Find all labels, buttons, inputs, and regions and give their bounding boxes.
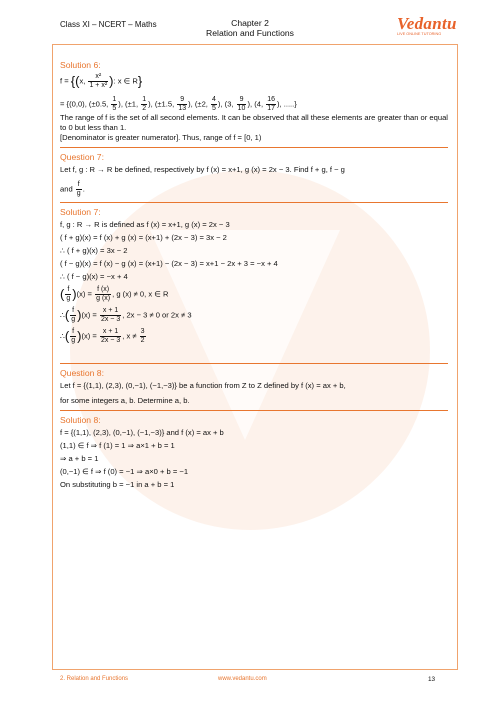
divider xyxy=(60,147,448,148)
q7-line-2 xyxy=(60,181,448,198)
paren: ( xyxy=(64,328,70,344)
frac xyxy=(211,96,217,113)
divider xyxy=(60,410,448,411)
den: g xyxy=(76,190,81,197)
paren: ) xyxy=(72,286,77,302)
s7-line-2: ( f + g)(x) = f (x) + g (x) = (x+1) + (2x − 3) = 3x − 2 xyxy=(60,233,227,242)
s6-line-1 xyxy=(60,73,448,90)
num: x² xyxy=(88,73,108,82)
num: f xyxy=(67,286,70,293)
page-content xyxy=(60,60,448,490)
s7-line-8 xyxy=(60,328,448,345)
paren: ( xyxy=(60,286,65,302)
t: and xyxy=(60,184,75,194)
question-7-heading: Question 7: xyxy=(60,152,104,162)
t: , 2x − 3 ≠ 0 or 2x ≠ 3 xyxy=(122,310,192,320)
den: 5 xyxy=(212,105,216,112)
s6-conclusion: [Denominator is greater numerator]. Thus, range of f = [0, 1) xyxy=(60,133,262,142)
s7-line-4: ( f − g)(x) = f (x) − g (x) = (x+1) − (2x − 3) = x+1 − 2x + 3 = −x + 4 xyxy=(60,259,278,268)
t: ), (±1, xyxy=(118,99,141,109)
den: g xyxy=(71,337,76,344)
num: 4 xyxy=(212,96,216,103)
s7-line-1: f, g : R → R is defined as f (x) = x+1, g (x) = 2x − 3 xyxy=(60,220,230,229)
t: ), (±2, xyxy=(188,99,211,109)
num: 1 xyxy=(112,96,117,103)
num: 9 xyxy=(237,96,247,105)
den: 5 xyxy=(112,105,117,112)
therefore: ∴ xyxy=(60,310,65,320)
therefore: ∴ xyxy=(60,331,65,341)
q8-line-2: for some integers a, b. Determine a, b. xyxy=(60,396,190,405)
s6-l1-tail: : x ∈ R xyxy=(113,76,138,86)
num: f xyxy=(72,328,75,335)
den: 10 xyxy=(237,105,246,112)
frac xyxy=(76,181,82,198)
frac xyxy=(237,96,247,113)
den: 13 xyxy=(178,105,187,112)
frac xyxy=(65,286,71,303)
s7-line-7 xyxy=(60,307,448,324)
t: (x) = xyxy=(81,331,99,341)
s7-line-5: ∴ ( f − g)(x) = −x + 4 xyxy=(60,272,128,281)
q8-line-1: Let f = {(1,1), (2,3), (0,−1), (−1,−3)} be a function from Z to Z defined by f (x) = ax + b, xyxy=(60,381,346,390)
num: f xyxy=(72,307,75,314)
logo-wordmark: Vedantu xyxy=(397,14,457,33)
num: x + 1 xyxy=(100,307,121,316)
solution-7-heading: Solution 7: xyxy=(60,207,101,217)
frac xyxy=(70,328,76,345)
den: 2 xyxy=(140,337,145,344)
frac xyxy=(177,96,187,113)
brace-open: {( xyxy=(70,73,80,89)
t: (x) = xyxy=(81,310,99,320)
den: 2x − 3 xyxy=(100,316,121,323)
t: ), (4, xyxy=(247,99,266,109)
den: g xyxy=(66,295,71,302)
den: g (x) xyxy=(96,295,111,302)
solution-6-heading: Solution 6: xyxy=(60,60,101,70)
frac xyxy=(111,96,117,113)
q7-line-1: Let f, g : R → R be defined, respectively by f (x) = x+1, g (x) = 2x − 3. Find f + g, f − g xyxy=(60,165,345,174)
den: 2x − 3 xyxy=(100,337,121,344)
paren-close: ) xyxy=(109,73,114,89)
num: 16 xyxy=(267,96,275,103)
den: 2 xyxy=(142,105,147,112)
brace-close: } xyxy=(137,73,143,89)
s6-l1-x: x, xyxy=(79,76,88,86)
t: . xyxy=(82,184,85,194)
num: f (x) xyxy=(97,286,110,293)
s6-l1-fraction xyxy=(88,73,108,90)
s7-line-3: ∴ ( f + g)(x) = 3x − 2 xyxy=(60,246,128,255)
paren: ) xyxy=(77,307,82,323)
frac xyxy=(266,96,276,113)
t: ), .....} xyxy=(276,99,297,109)
vedantu-logo xyxy=(397,14,459,42)
num: 9 xyxy=(177,96,187,105)
num: x + 1 xyxy=(100,328,121,337)
s6-line-2 xyxy=(60,96,448,113)
header-class-label: Class XI – NCERT – Maths xyxy=(60,20,157,29)
s8-line-3: ⇒ a + b = 1 xyxy=(60,454,99,463)
s8-line-1: f = {(1,1), (2,3), (0,−1), (−1,−3)} and f (x) = ax + b xyxy=(60,428,224,437)
logo-tagline: LIVE ONLINE TUTORING xyxy=(397,32,442,36)
frac xyxy=(100,307,121,324)
num: 1 xyxy=(142,96,147,103)
s8-line-5: On substituting b = −1 in a + b = 1 xyxy=(60,480,175,489)
paren: ( xyxy=(64,307,70,323)
footer-website-link[interactable]: www.vedantu.com xyxy=(218,676,267,682)
frac xyxy=(70,307,76,324)
frac xyxy=(95,286,111,303)
den: 17 xyxy=(267,105,275,112)
footer-chapter: 2. Relation and Functions xyxy=(60,676,129,682)
s7-line-6 xyxy=(60,286,448,303)
page-number: 13 xyxy=(428,676,436,683)
s6-paragraph: The range of f is the set of all second elements. It can be observed that all these elements are greater than or equal to 0 but less than 1. xyxy=(60,113,448,132)
solution-8-heading: Solution 8: xyxy=(60,415,101,425)
num: 3 xyxy=(140,328,145,335)
t: , g (x) ≠ 0, x ∈ R xyxy=(112,289,169,299)
t: = {(0,0), (±0.5, xyxy=(60,99,111,109)
divider xyxy=(60,202,448,203)
chapter-title: Relation and Functions xyxy=(206,28,294,38)
question-8-heading: Question 8: xyxy=(60,368,104,378)
t: , x ≠ xyxy=(122,331,139,341)
frac xyxy=(100,328,121,345)
den: g xyxy=(71,316,76,323)
t: ), (±1.5, xyxy=(148,99,177,109)
t: ), (3, xyxy=(217,99,236,109)
s8-line-2: (1,1) ∈ f ⇒ f (1) = 1 ⇒ a×1 + b = 1 xyxy=(60,441,175,450)
s6-l1-text: f = xyxy=(60,76,71,86)
num: f xyxy=(77,181,80,188)
frac xyxy=(140,328,146,345)
frac xyxy=(141,96,147,113)
divider xyxy=(60,363,448,364)
t: (x) = xyxy=(76,289,95,299)
header-chapter xyxy=(190,18,310,38)
s8-line-4: (0,−1) ∈ f ⇒ f (0) = −1 ⇒ a×0 + b = −1 xyxy=(60,467,189,476)
den: 1 + x² xyxy=(89,82,108,89)
chapter-number: Chapter 2 xyxy=(231,18,269,28)
paren: ) xyxy=(77,328,82,344)
